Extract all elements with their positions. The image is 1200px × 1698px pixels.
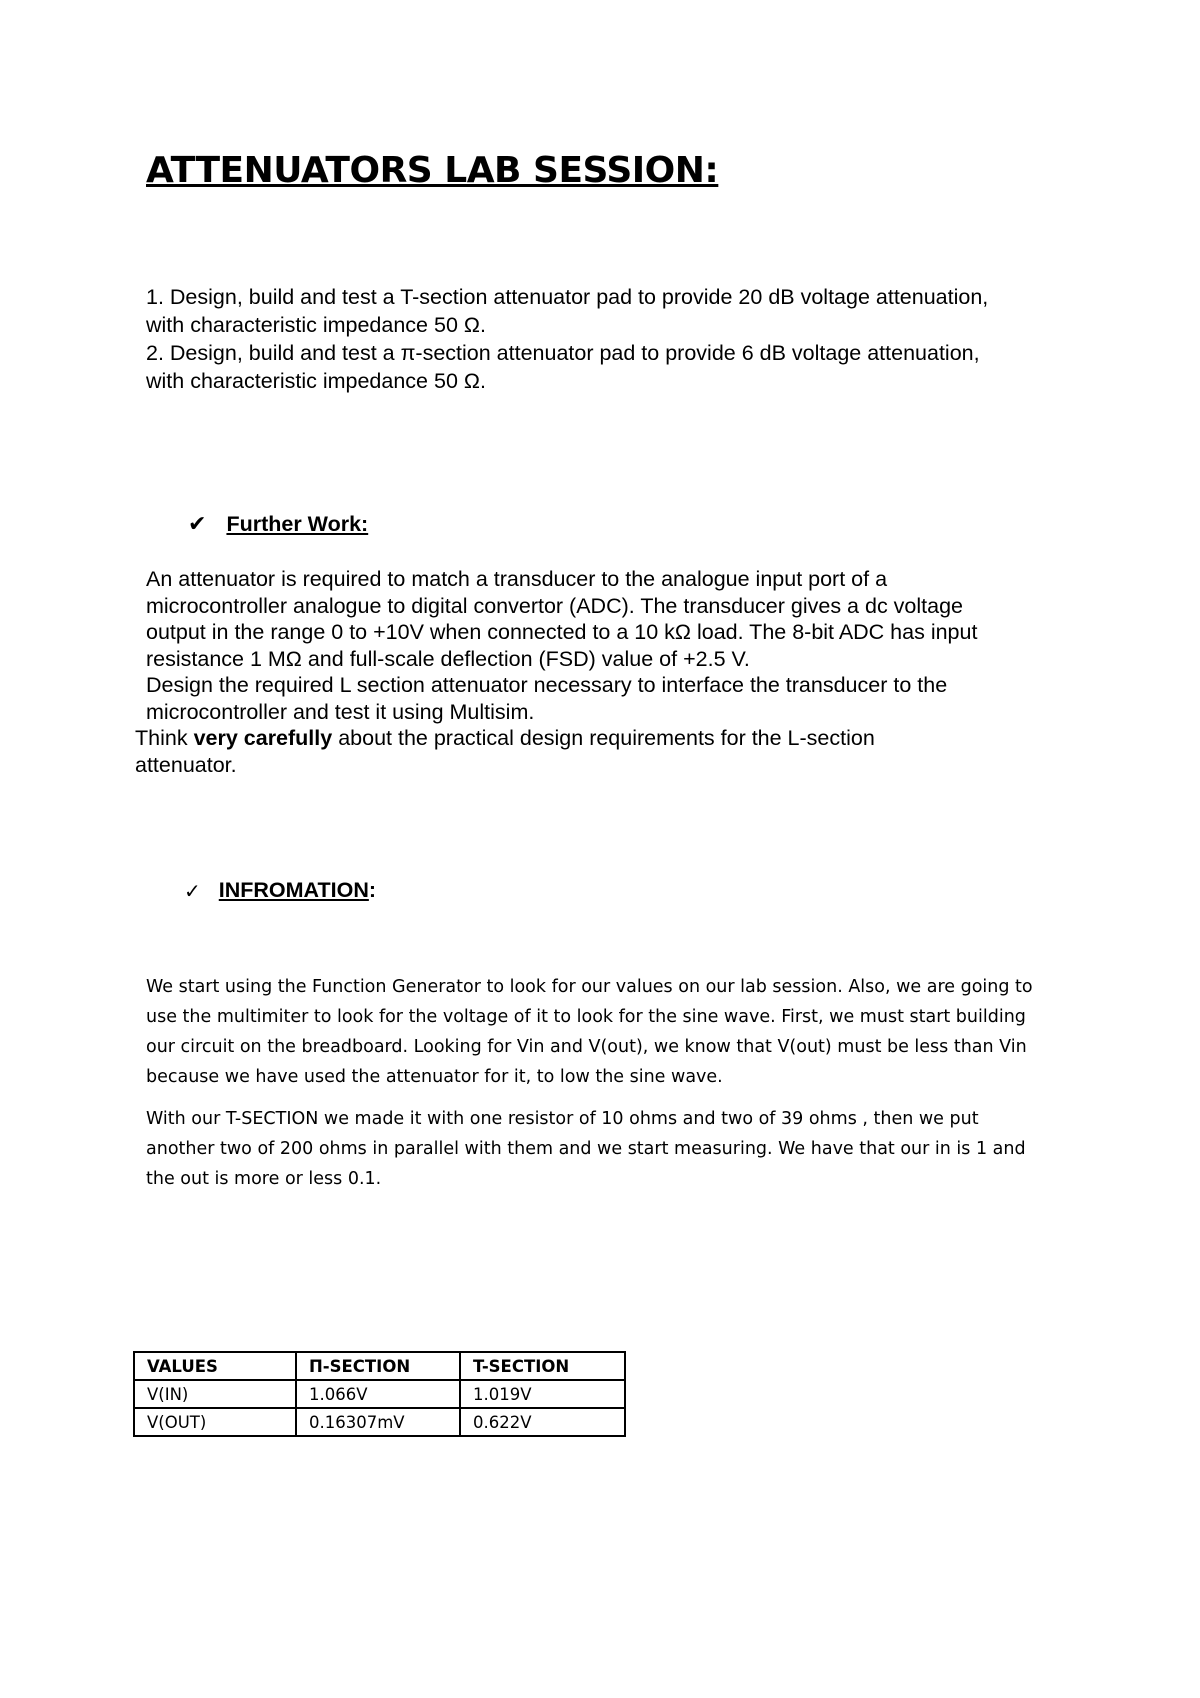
page-title: ATTENUATORS LAB SESSION: bbox=[146, 150, 719, 191]
task-2 bbox=[146, 339, 980, 395]
think-note bbox=[135, 725, 875, 778]
information-paragraph-1 bbox=[146, 972, 1033, 1092]
information-title: INFROMATION bbox=[218, 878, 369, 902]
task-1-line-1: 1. Design, build and test a T-section attenuator pad to provide 20 dB voltage attenuation, bbox=[146, 285, 989, 309]
paragraph-line: With our T-SECTION we made it with one resistor of 10 ohms and two of 39 ohms , then we put bbox=[146, 1109, 979, 1129]
paragraph-line: use the multimiter to look for the voltage of it to look for the sine wave. First, we must start building bbox=[146, 1007, 1026, 1027]
emphasis-text: very carefully bbox=[193, 726, 333, 750]
further-work-line: microcontroller and test it using Multisim. bbox=[146, 699, 535, 724]
table-row bbox=[134, 1408, 625, 1436]
task-1 bbox=[146, 283, 988, 339]
further-work-heading bbox=[188, 512, 368, 537]
further-work-line: microcontroller analogue to digital convertor (ADC). The transducer gives a dc voltage bbox=[146, 593, 963, 618]
checkmark-icon: ✓ bbox=[184, 878, 201, 903]
further-work-line: An attenuator is required to match a transducer to the analogue input port of a bbox=[146, 567, 888, 591]
task-2-line-2: with characteristic impedance 50 Ω. bbox=[146, 369, 486, 393]
checkmark-icon: ✔ bbox=[188, 512, 207, 537]
think-line-2: attenuator. bbox=[135, 752, 237, 777]
paragraph-line: because we have used the attenuator for it, to low the sine wave. bbox=[146, 1067, 723, 1087]
table-cell: 1.066V bbox=[296, 1380, 460, 1408]
table-cell: V(OUT) bbox=[134, 1408, 296, 1436]
table-row bbox=[134, 1380, 625, 1408]
table-header-row bbox=[134, 1352, 625, 1380]
further-work-body bbox=[146, 566, 977, 725]
information-heading: ✓ INFROMATION: bbox=[184, 878, 377, 903]
further-work-line: resistance 1 MΩ and full-scale deflection (FSD) value of +2.5 V. bbox=[146, 646, 750, 671]
further-work-line: output in the range 0 to +10V when connected to a 10 kΩ load. The 8-bit ADC has input bbox=[146, 620, 978, 644]
paragraph-line: We start using the Function Generator to look for our values on our lab session. Also, we are going to bbox=[146, 977, 1033, 997]
table-cell: 0.16307mV bbox=[296, 1408, 460, 1436]
table-header-cell: T-SECTION bbox=[460, 1352, 625, 1380]
results-table bbox=[133, 1351, 626, 1437]
table-header-cell: Π-SECTION bbox=[296, 1352, 460, 1380]
paragraph-line: another two of 200 ohms in parallel with them and we start measuring. We have that our in is 1 and bbox=[146, 1139, 1026, 1159]
further-work-line: Design the required L section attenuator necessary to interface the transducer to the bbox=[146, 673, 948, 697]
information-paragraph-2 bbox=[146, 1104, 1026, 1194]
table-header-cell: VALUES bbox=[134, 1352, 296, 1380]
think-line-1: Think very carefully about the practical design requirements for the L-section bbox=[135, 726, 875, 750]
task-1-line-2: with characteristic impedance 50 Ω. bbox=[146, 313, 486, 337]
table-cell: 1.019V bbox=[460, 1380, 625, 1408]
further-work-title: Further Work: bbox=[226, 512, 369, 536]
task-2-line-1: 2. Design, build and test a π-section attenuator pad to provide 6 dB voltage attenuation, bbox=[146, 341, 980, 365]
paragraph-line: our circuit on the breadboard. Looking for Vin and V(out), we know that V(out) must be less than Vin bbox=[146, 1037, 1027, 1057]
table-cell: 0.622V bbox=[460, 1408, 625, 1436]
table-cell: V(IN) bbox=[134, 1380, 296, 1408]
paragraph-line: the out is more or less 0.1. bbox=[146, 1169, 382, 1189]
